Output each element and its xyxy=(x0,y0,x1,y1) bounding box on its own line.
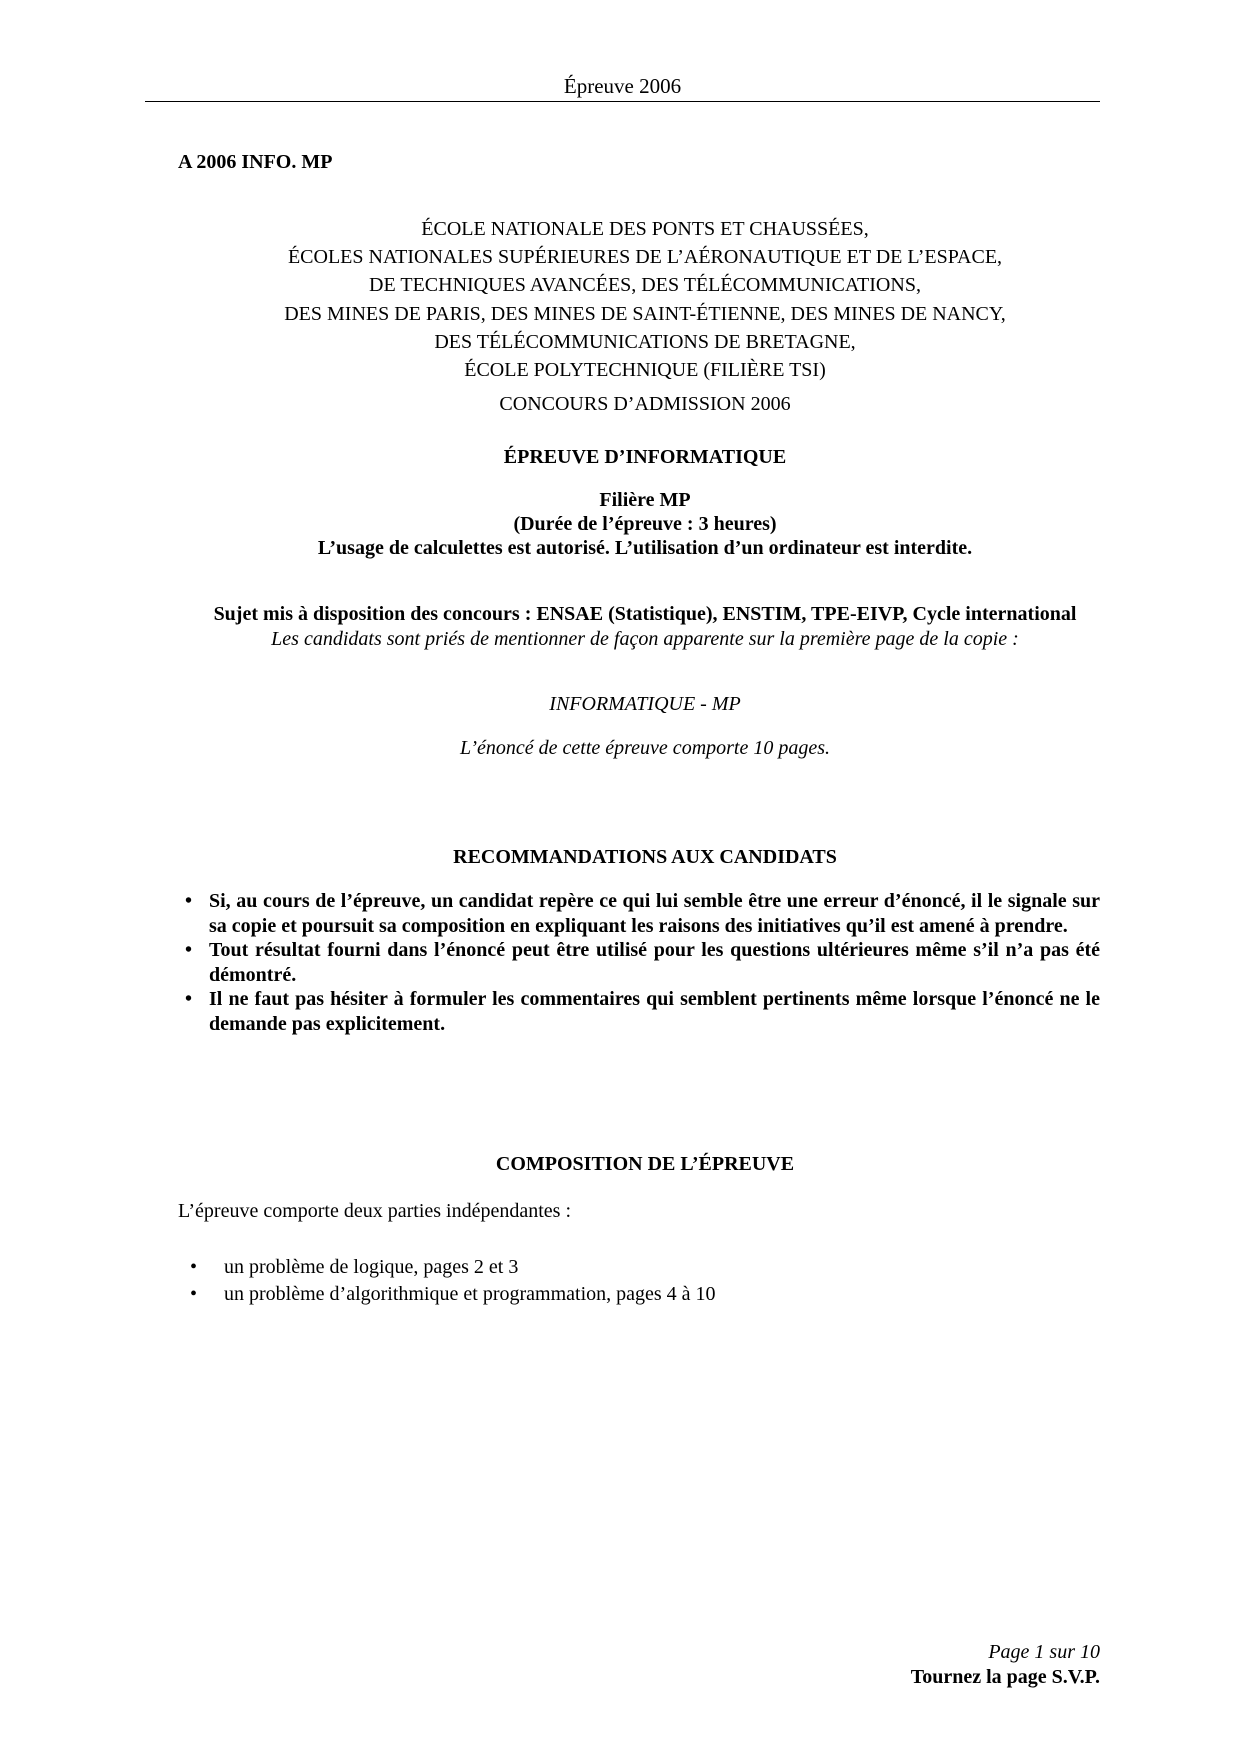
running-header: Épreuve 2006 xyxy=(563,74,682,98)
exam-info xyxy=(145,488,1145,560)
bullet: • xyxy=(185,988,193,1010)
composition-title: COMPOSITION DE L’ÉPREUVE xyxy=(495,1153,795,1175)
composition-list xyxy=(190,1254,716,1308)
school-line: ÉCOLE POLYTECHNIQUE (FILIÈRE TSI) xyxy=(464,359,826,382)
list-item xyxy=(185,889,1100,938)
sujet-line: Sujet mis à disposition des concours : ENSAE (Statistique), ENSTIM, TPE-EIVP, Cycle international xyxy=(213,603,1077,625)
list-item xyxy=(185,938,1100,987)
recommandations-title: RECOMMANDATIONS AUX CANDIDATS xyxy=(453,846,837,868)
school-line: ÉCOLES NATIONALES SUPÉRIEURES DE L’AÉRONAUTIQUE ET DE L’ESPACE, xyxy=(287,246,1003,269)
list-item xyxy=(190,1281,716,1308)
list-item-text: un problème de logique, pages 2 et 3 xyxy=(224,1256,519,1278)
bullet: • xyxy=(185,939,193,961)
list-item-text: Si, au cours de l’épreuve, un candidat repère ce qui lui semble être une erreur d’énoncé, il le signale sur sa copie et poursuit sa composition en expliquant les raisons des initiatives qu’il est amené à prendre. xyxy=(209,890,1100,937)
page-count-note: L’énoncé de cette épreuve comporte 10 pages. xyxy=(459,737,831,759)
concours-title: CONCOURS D’ADMISSION 2006 xyxy=(499,393,791,415)
bullet: • xyxy=(190,1256,198,1278)
school-line: DE TECHNIQUES AVANCÉES, DES TÉLÉCOMMUNICATIONS, xyxy=(369,274,921,297)
turn-page-note: Tournez la page S.V.P. xyxy=(910,1666,1100,1688)
school-line: DES MINES DE PARIS, DES MINES DE SAINT-ÉTIENNE, DES MINES DE NANCY, xyxy=(284,302,1006,325)
bullet: • xyxy=(190,1283,198,1305)
school-line: ÉCOLE NATIONALE DES PONTS ET CHAUSSÉES, xyxy=(421,218,869,240)
epreuve-title: ÉPREUVE D’INFORMATIQUE xyxy=(503,446,787,468)
filiere: Filière MP xyxy=(599,489,691,511)
composition-intro: L’épreuve comporte deux parties indépendantes : xyxy=(178,1200,572,1222)
page-number: Page 1 sur 10 xyxy=(988,1641,1100,1663)
list-item xyxy=(185,987,1100,1036)
header-rule xyxy=(145,101,1100,102)
duration: (Durée de l’épreuve : 3 heures) xyxy=(513,513,777,535)
list-item-text: Tout résultat fourni dans l’énoncé peut être utilisé pour les questions ultérieures même s’il n’a pas été démontré. xyxy=(209,939,1100,986)
list-item-text: Il ne faut pas hésiter à formuler les commentaires qui semblent pertinents même lorsque l’énoncé ne le demande pas explicitement. xyxy=(209,988,1100,1035)
mention-instruction: Les candidats sont priés de mentionner de façon apparente sur la première page de la copie : xyxy=(271,628,1019,650)
recommandations-list xyxy=(185,889,1100,1036)
bullet: • xyxy=(185,890,193,912)
mention-value: INFORMATIQUE - MP xyxy=(549,693,741,715)
exam-code: A 2006 INFO. MP xyxy=(178,151,333,173)
school-line: DES TÉLÉCOMMUNICATIONS DE BRETAGNE, xyxy=(434,330,856,353)
schools-block xyxy=(145,215,1145,384)
list-item-text: un problème d’algorithmique et programmation, pages 4 à 10 xyxy=(224,1283,716,1305)
usage-rule: L’usage de calculettes est autorisé. L’utilisation d’un ordinateur est interdite. xyxy=(317,537,973,559)
list-item xyxy=(190,1254,716,1281)
